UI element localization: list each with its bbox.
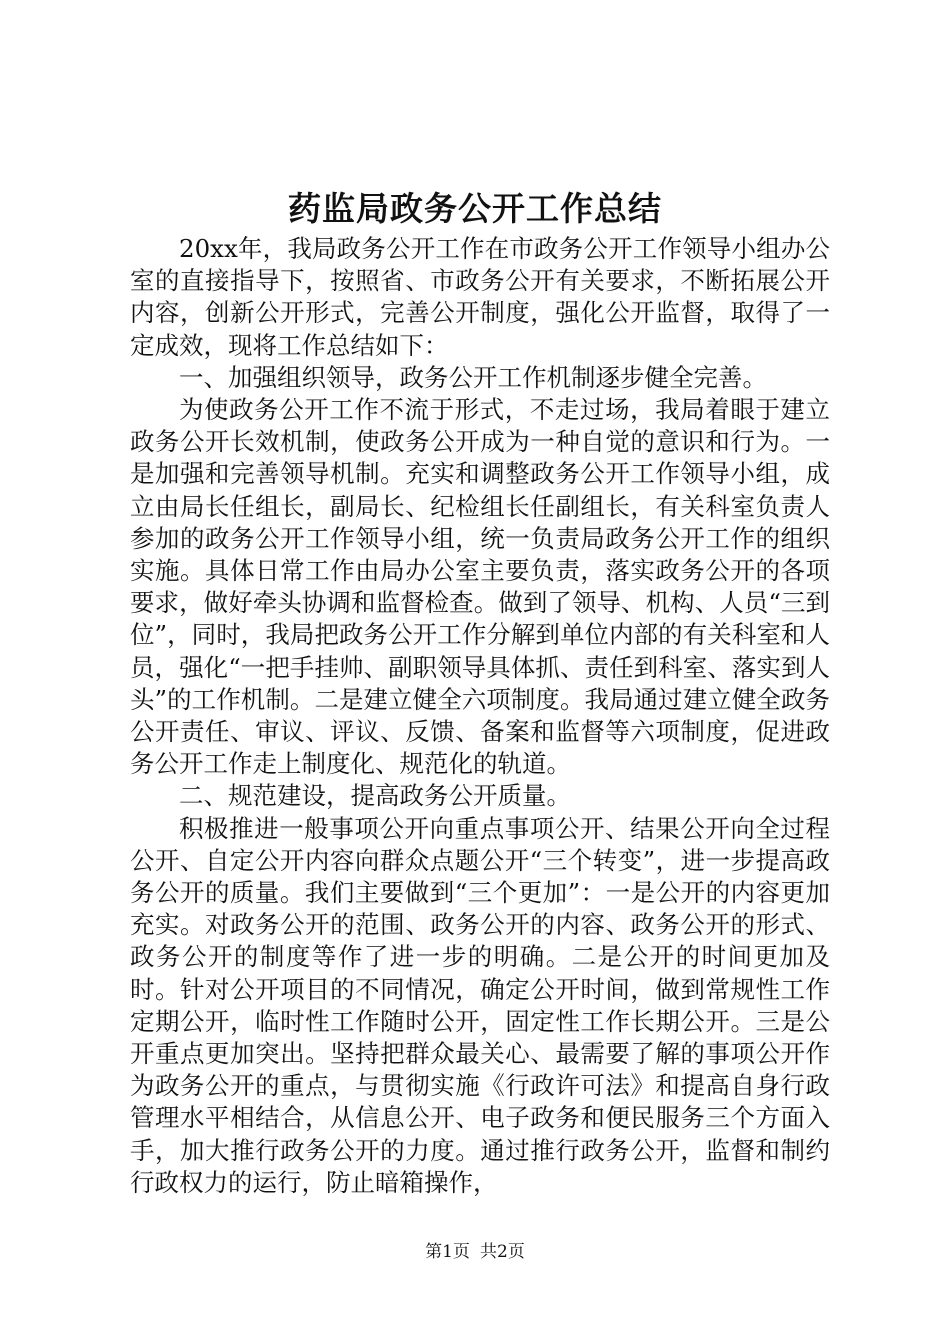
section-heading-1: 一、加强组织领导，政务公开工作机制逐步健全完善。 xyxy=(179,362,767,392)
section-heading-2: 二、规范建设，提高政务公开质量。 xyxy=(179,781,571,811)
page-number: 第1页 xyxy=(425,1242,470,1262)
section-2-paragraph: 积极推进一般事项公开向重点事项公开、结果公开向全过程公开、自定公开内容向群众点题公开“三个转变”，进一步提高政务公开的质量。我们主要做到“三个更加”：一是公开的内容更加充实。对政务公开的范围、政务公开的内容、政务公开的形式、政务公开的制度等作了进一步的明确。二是公开的时间更加及时。针对公开项目的不同情况，确定公开时间，做到常规性工作定期公开，临时性工作随时公开，固定性工作长期公开。三是公开重点更加突出。坚持把群众最关心、最需要了解的事项公开作为政务公开的重点，与贯彻实施《行政许可法》和提高自身行政管理水平相结合，从信息公开、电子政务和便民服务三个方面入手，加大推行政务公开的力度。通过推行政务公开，监督和制约行政权力的运行，防止暗箱操作， xyxy=(130,813,830,1197)
document-title: 药监局政务公开工作总结 xyxy=(288,189,662,228)
intro-paragraph: 20xx年，我局政务公开工作在市政务公开工作领导小组办公室的直接指导下，按照省、市政务公开有关要求，不断拓展公开内容，创新公开形式，完善公开制度，强化公开监督，取得了一定成效，现将工作总结如下： xyxy=(130,234,830,360)
section-1-paragraph: 为使政务公开工作不流于形式，不走过场，我局着眼于建立政务公开长效机制，使政务公开成为一种自觉的意识和行为。一是加强和完善领导机制。充实和调整政务公开工作领导小组，成立由局长任组长，副局长、纪检组长任副组长，有关科室负责人参加的政务公开工作领导小组，统一负责局政务公开工作的组织实施。具体日常工作由局办公室主要负责，落实政务公开的各项要求，做好牵头协调和监督检查。做到了领导、机构、人员“三到位”，同时，我局把政务公开工作分解到单位内部的有关科室和人员，强化“一把手挂帅、副职领导具体抓、责任到科室、落实到人头”的工作机制。二是建立健全六项制度。我局通过建立健全政务公开责任、审议、评议、反馈、备案和监督等六项制度，促进政务公开工作走上制度化、规范化的轨道。 xyxy=(130,395,830,779)
document-body xyxy=(130,233,830,1199)
page-total: 共2页 xyxy=(480,1242,525,1262)
page-footer xyxy=(0,1240,950,1264)
